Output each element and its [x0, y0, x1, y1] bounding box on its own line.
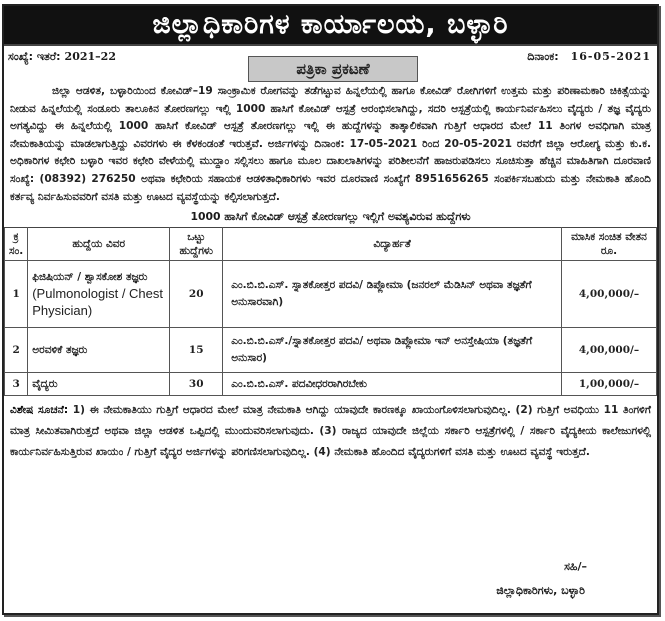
reference-value: 2021–22 [64, 50, 116, 63]
table-row [5, 261, 657, 328]
press-release-document [2, 4, 659, 615]
special-note-text: 1) ಈ ನೇಮಕಾತಿಯು ಗುತ್ತಿಗೆ ಆಧಾರದ ಮೇಲೆ ಮಾತ್ರ ನೇಮಕಾತಿ ಆಗಿದ್ದು ಯಾವುದೇ ಕಾರಣಕ್ಕೂ ಖಾಯಂಗೊಳಿಸಲಾಗುವುದಿಲ್ಲ. (2) ಗುತ್ತಿಗೆ ಅವಧಿಯು 11 ತಿಂಗಳಿಗೆ ಮಾತ್ರ ಸೀಮಿತವಾಗಿರುತ್ತದೆ ಅಥವಾ ಜಿಲ್ಲಾ ಆಡಳಿತ ಒಪ್ಪಿದಲ್ಲಿ ಮುಂದುವರಿಸಲಾಗುವುದು. (3) ರಾಜ್ಯದ ಯಾವುದೇ ಜಿಲ್ಲೆಯ ಸರ್ಕಾರಿ ಆಸ್ಪತ್ರೆಗಳಲ್ಲಿ / ಸರ್ಕಾರಿ ವೈದ್ಯಕೀಯ ಕಾಲೇಜುಗಳಲ್ಲಿ ಕಾರ್ಯನಿರ್ವಹಿಸುತ್ತಿರುವ ಖಾಯಂ / ಗುತ್ತಿಗೆ ವೈದ್ಯರ ಅರ್ಜಿಗಳನ್ನು ಪರಿಗಣಿಸಲಾಗುವುದಿಲ್ಲ. (4) ನೇಮಕಾತಿ ಹೊಂದಿದ ವೈದ್ಯರುಗಳಿಗೆ ವಸತಿ ಮತ್ತು ಊಟದ ವ್ಯವಸ್ಥೆ ಇರುತ್ತದೆ. [10, 404, 651, 459]
cell-salary: 1,00,000/– [562, 373, 657, 396]
cell-post: ಅರವಳಿಕೆ ತಜ್ಞರು [28, 328, 170, 373]
signature-mark: ಸಹಿ/– [564, 560, 587, 573]
header-post: ಹುದ್ದೆಯ ವಿವರ [28, 228, 170, 261]
vacancy-table [4, 227, 657, 396]
cell-salary: 4,00,000/– [562, 261, 657, 328]
office-title-banner: ಜಿಲ್ಲಾಧಿಕಾರಿಗಳ ಕಾರ್ಯಾಲಯ, ಬಳ್ಳಾರಿ [4, 6, 657, 46]
reference-number [8, 50, 116, 64]
meta-row [4, 46, 657, 80]
cell-sl-no: 2 [5, 328, 28, 373]
cell-post: ವೈದ್ಯರು [28, 373, 170, 396]
cell-count: 20 [170, 261, 223, 328]
cell-sl-no: 1 [5, 261, 28, 328]
press-release-label: ಪತ್ರಿಕಾ ಪ್ರಕಟಣೆ [248, 56, 418, 82]
table-header-row [5, 228, 657, 261]
document-date [527, 50, 651, 64]
post-name-kannada: ಫಿಜಿಷಿಯನ್ / ಶ್ವಾಸಕೋಶ ತಜ್ಞರು [32, 271, 148, 284]
table-row [5, 373, 657, 396]
body-paragraph: ಜಿಲ್ಲಾ ಆಡಳಿತ, ಬಳ್ಳಾರಿಯಿಂದ ಕೋವಿಡ್–19 ಸಾಂಕ್ರಾಮಿಕ ರೋಗವನ್ನು ತಡೆಗಟ್ಟುವ ಹಿನ್ನಲೆಯಲ್ಲಿ ಹಾಗೂ ಕೋವಿಡ್ ರೋಗಿಗಳಿಗೆ ಉತ್ತಮ ಮತ್ತು ಪರಿಣಾಮಕಾರಿ ಚಿಕಿತ್ಸೆಯನ್ನು ನೀಡುವ ಹಿನ್ನಲೆಯಲ್ಲಿ ಸಂಡೂರು ತಾಲೂಕಿನ ತೋರಣಗಲ್ಲು ಇಲ್ಲಿ 1000 ಹಾಸಿಗೆ ಕೋವಿಡ್ ಆಸ್ಪತ್ರೆ ಆರಂಭಿಸಲಾಗಿದ್ದು, ಸದರಿ ಆಸ್ಪತ್ರೆಯಲ್ಲಿ ಕಾರ್ಯನಿರ್ವಹಿಸಲು ವೈದ್ಯರು / ತಜ್ಞ ವೈದ್ಯರು ಅಗತ್ಯವಿದ್ದು ಈ ಹಿನ್ನಲೆಯಲ್ಲಿ 1000 ಹಾಸಿಗೆ ಕೋವಿಡ್ ಆಸ್ಪತ್ರೆ ತೋರಣಗಲ್ಲು ಇಲ್ಲಿ ಈ ಹುದ್ದೆಗಳನ್ನು ತಾತ್ಕಾಲಿಕವಾಗಿ ಗುತ್ತಿಗೆ ಆಧಾರದ ಮೇಲೆ 11 ತಿಂಗಳ ಅವಧಿಗಾಗಿ ಮಾತ್ರ ನೇಮಕಾತಿಯನ್ನು ಮಾಡಲಾಗುತ್ತಿದ್ದು ವಿವರಗಳು ಈ ಕೆಳಕಂಡಂತೆ ಇರುತ್ತವೆ. ಅರ್ಜಿಗಳನ್ನು ದಿನಾಂಕ: 17-05-2021 ರಿಂದ 20-05-2021 ರವರೆಗೆ ಜಿಲ್ಲಾ ಆರೋಗ್ಯ ಮತ್ತು ಕು.ಕ. ಅಧಿಕಾರಿಗಳ ಕಛೇರಿ ಬಳ್ಳಾರಿ ಇವರ ಕಛೇರಿ ವೇಳೆಯಲ್ಲಿ ಮುದ್ದಾಂ ಸಲ್ಲಿಸಲು ಹಾಗೂ ಮೂಲ ದಾಖಲಾತಿಗಳನ್ನು ಪರಿಶೀಲನೆಗೆ ಹಾಜರುಪಡಿಸಲು ಸೂಚಿಸುತ್ತಾ ಹೆಚ್ಚಿನ ಮಾಹಿತಿಗಾಗಿ ದೂರವಾಣಿ ಸಂಖ್ಯೆ: (08392) 276250 ಅಥವಾ ಕಛೇರಿಯ ಸಹಾಯಕ ಆಡಳಿತಾಧಿಕಾರಿಗಳು ಇವರ ದೂರವಾಣಿ ಸಂಖ್ಯೆಗೆ 8951656265 ಸಂಪರ್ಕಿಸಬಹುದು ಮತ್ತು ನೇಮಕಾತಿ ಹೊಂದಿ ಕರ್ತವ್ಯ ನಿರ್ವಹಿಸುವವರಿಗೆ ವಸತಿ ಮತ್ತು ಊಟದ ವ್ಯವಸ್ಥೆಯನ್ನು ಕಲ್ಪಿಸಲಾಗುತ್ತದೆ. [10, 85, 651, 203]
special-note-label: ವಿಶೇಷ ಸೂಚನೆ: [10, 404, 69, 417]
header-count: ಒಟ್ಟು ಹುದ್ದೆಗಳು [170, 228, 223, 261]
date-value: 16-05-2021 [570, 50, 651, 63]
header-salary: ಮಾಸಿಕ ಸಂಚಿತ ವೇತನ ರೂ. [562, 228, 657, 261]
cell-qualification: ಎಂ.ಬಿ.ಬಿ.ಎಸ್. ಸ್ನಾತಕೋತ್ತರ ಪದವಿ/ ಡಿಪ್ಲೋಮಾ (ಜನರಲ್ ಮೆಡಿಸಿನ್ ಅಥವಾ ತಜ್ಞತೆಗೆ ಅನುಸಾರವಾಗಿ) [223, 261, 562, 328]
reference-label: ಸಂಖ್ಯೆ: ಇತರೆ: [8, 50, 61, 63]
signatory-designation: ಜಿಲ್ಲಾಧಿಕಾರಿಗಳು, ಬಳ್ಳಾರಿ [496, 584, 585, 597]
cell-count: 15 [170, 328, 223, 373]
cell-sl-no: 3 [5, 373, 28, 396]
cell-qualification: ಎಂ.ಬಿ.ಬಿ.ಎಸ್. ಪದವೀಧರರಾಗಿರಬೇಕು [223, 373, 562, 396]
cell-salary: 4,00,000/– [562, 328, 657, 373]
cell-count: 30 [170, 373, 223, 396]
cell-post [28, 261, 170, 328]
date-label: ದಿನಾಂಕ: [527, 50, 559, 63]
table-title: 1000 ಹಾಸಿಗೆ ಕೋವಿಡ್ ಆಸ್ಪತ್ರೆ ತೋರಣಗಲ್ಲು ಇಲ್ಲಿಗೆ ಅವಶ್ಯವಿರುವ ಹುದ್ದೆಗಳು [190, 210, 471, 224]
header-qualification: ವಿದ್ಯಾರ್ಹತೆ [223, 228, 562, 261]
table-row [5, 328, 657, 373]
cell-qualification: ಎಂ.ಬಿ.ಬಿ.ಎಸ್./ಸ್ನಾತಕೋತ್ತರ ಪದವಿ/ ಅಥವಾ ಡಿಪ್ಲೋಮಾ ಇನ್ ಅನಸ್ತೇಷಿಯಾ (ತಜ್ಞತೆಗೆ ಅನುಸಾರ) [223, 328, 562, 373]
signature-block [494, 555, 587, 603]
post-name-english: (Pulmonologist / Chest Physician) [32, 286, 163, 319]
special-note [10, 400, 651, 463]
header-sl-no: ಕ್ರ ಸಂ. [5, 228, 28, 261]
